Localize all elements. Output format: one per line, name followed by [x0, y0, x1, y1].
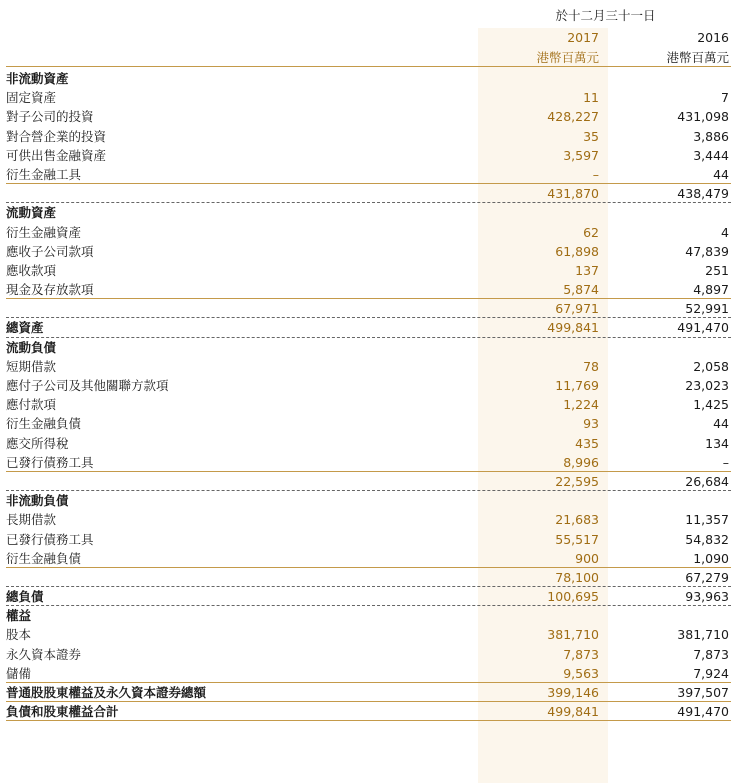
value-2017: 100,695 — [547, 589, 599, 605]
value-2017: 137 — [575, 262, 599, 278]
subtotal-row — [0, 184, 735, 203]
row-label: 對子公司的投資 — [6, 109, 94, 125]
value-2016: 7,873 — [693, 646, 729, 662]
value-2017: 1,224 — [563, 397, 599, 413]
table-row — [0, 88, 735, 107]
value-2016: 44 — [713, 166, 729, 182]
row-label: 已發行債務工具 — [6, 531, 94, 547]
total-row — [0, 683, 735, 702]
row-label: 應收款項 — [6, 262, 57, 278]
row-label: 非流動資產 — [6, 71, 69, 86]
value-2016: 3,444 — [693, 147, 729, 163]
table-row — [0, 414, 735, 433]
total-row — [0, 318, 735, 337]
value-2016: 52,991 — [685, 301, 729, 317]
unit-2016-header: 港幣百萬元 — [666, 50, 729, 65]
table-row — [0, 107, 735, 126]
table-row — [0, 530, 735, 549]
row-label: 總資產 — [6, 320, 44, 336]
table-row — [0, 261, 735, 280]
value-2017: 62 — [583, 224, 599, 240]
table-row — [0, 127, 735, 146]
solid-divider — [6, 720, 731, 721]
value-2016: 47,839 — [685, 243, 729, 259]
value-2017: 9,563 — [563, 665, 599, 681]
year-2016-header: 2016 — [697, 30, 729, 45]
table-row — [0, 357, 735, 376]
value-2016: 491,470 — [677, 320, 729, 336]
table-row — [0, 280, 735, 299]
value-2017: 35 — [583, 128, 599, 144]
value-2017: 5,874 — [563, 282, 599, 298]
table-row — [0, 146, 735, 165]
row-label: 總負債 — [6, 589, 44, 605]
value-2016: 438,479 — [677, 186, 729, 202]
table-row — [0, 395, 735, 414]
row-label: 現金及存放款項 — [6, 282, 94, 298]
value-2017: 11,769 — [555, 378, 599, 393]
value-2017: 8,996 — [563, 454, 599, 470]
row-label: 固定資產 — [6, 90, 57, 106]
value-2016: 381,710 — [677, 627, 729, 643]
total-row — [0, 587, 735, 606]
row-label: 衍生金融工具 — [6, 166, 82, 182]
value-2017: 7,873 — [563, 646, 599, 662]
row-label: 流動資產 — [6, 205, 57, 221]
value-2016: 7,924 — [693, 665, 729, 681]
value-2016: 11,357 — [685, 512, 729, 528]
value-2017: 435 — [575, 435, 599, 451]
table-row — [0, 510, 735, 529]
value-2016: 251 — [705, 262, 729, 278]
unit-2017-header: 港幣百萬元 — [536, 50, 599, 65]
section-header-row — [0, 606, 735, 625]
row-label: 權益 — [6, 608, 32, 624]
subtotal-row — [0, 568, 735, 587]
row-label: 應付款項 — [6, 397, 57, 413]
table-row — [0, 376, 735, 395]
row-label: 長期借款 — [6, 512, 57, 528]
balance-sheet-table — [0, 69, 735, 721]
table-row — [0, 434, 735, 453]
row-label: 已發行債務工具 — [6, 454, 94, 470]
value-2017: 21,683 — [555, 512, 599, 528]
subtotal-row — [0, 472, 735, 491]
row-label: 儲備 — [6, 665, 32, 681]
value-2017: 900 — [575, 550, 599, 566]
value-2016: 3,886 — [693, 128, 729, 144]
value-2017: 399,146 — [547, 685, 599, 700]
value-2017: 61,898 — [555, 243, 599, 259]
table-row — [0, 549, 735, 568]
year-2017-header: 2017 — [567, 30, 599, 45]
row-label: 衍生金融資產 — [6, 224, 82, 240]
value-2016: 26,684 — [685, 473, 729, 489]
value-2016: 54,832 — [685, 531, 729, 547]
value-2016: 4,897 — [693, 282, 729, 298]
value-2016: – — [722, 454, 729, 470]
section-header-row — [0, 69, 735, 88]
value-2017: 499,841 — [547, 320, 599, 336]
row-label: 普通股股東權益及永久資本證券總額 — [6, 685, 207, 700]
row-label: 應交所得稅 — [6, 435, 69, 451]
table-row — [0, 625, 735, 644]
value-2016: 491,470 — [677, 704, 729, 720]
value-2016: 2,058 — [693, 358, 729, 374]
value-2017: 3,597 — [563, 147, 599, 163]
row-label: 股本 — [6, 627, 32, 643]
date-header: 於十二月三十一日 — [555, 8, 656, 23]
header-divider — [6, 66, 731, 67]
value-2017: 22,595 — [555, 473, 599, 489]
value-2016: 7 — [721, 90, 729, 106]
table-row — [0, 453, 735, 472]
value-2017: 55,517 — [555, 531, 599, 547]
value-2017: 93 — [583, 416, 599, 432]
value-2016: 134 — [705, 435, 729, 451]
subtotal-row — [0, 299, 735, 318]
row-label: 對合營企業的投資 — [6, 128, 107, 144]
value-2016: 397,507 — [677, 685, 729, 700]
section-header-row — [0, 338, 735, 357]
table-row — [0, 664, 735, 683]
value-2017: 499,841 — [547, 704, 599, 720]
value-2017: 11 — [583, 90, 599, 106]
table-row — [0, 165, 735, 184]
value-2017: 78,100 — [555, 569, 599, 585]
value-2016: 1,425 — [693, 397, 729, 413]
section-header-row — [0, 491, 735, 510]
value-2016: 1,090 — [693, 550, 729, 566]
row-label: 永久資本證券 — [6, 646, 82, 662]
row-label: 非流動負債 — [6, 493, 69, 509]
value-2016: 4 — [721, 224, 729, 240]
value-2017: 78 — [583, 358, 599, 374]
section-header-row — [0, 203, 735, 222]
value-2017: 431,870 — [547, 186, 599, 202]
row-label: 應收子公司款項 — [6, 243, 94, 259]
row-label: 衍生金融負債 — [6, 550, 82, 566]
row-label: 負債和股東權益合計 — [6, 704, 119, 720]
table-row — [0, 645, 735, 664]
table-row — [0, 223, 735, 242]
value-2017: 381,710 — [547, 627, 599, 643]
value-2017: – — [592, 166, 599, 182]
value-2017: 67,971 — [555, 301, 599, 317]
row-label: 流動負債 — [6, 339, 57, 355]
value-2016: 44 — [713, 416, 729, 432]
row-label: 可供出售金融資產 — [6, 147, 107, 163]
value-2017: 428,227 — [547, 109, 599, 125]
row-label: 衍生金融負債 — [6, 416, 82, 432]
table-row — [0, 242, 735, 261]
value-2016: 23,023 — [685, 378, 729, 393]
total-row — [0, 702, 735, 721]
row-label: 應付子公司及其他關聯方款項 — [6, 378, 169, 393]
value-2016: 431,098 — [677, 109, 729, 125]
value-2016: 93,963 — [685, 589, 729, 605]
row-label: 短期借款 — [6, 358, 57, 374]
value-2016: 67,279 — [685, 569, 729, 585]
